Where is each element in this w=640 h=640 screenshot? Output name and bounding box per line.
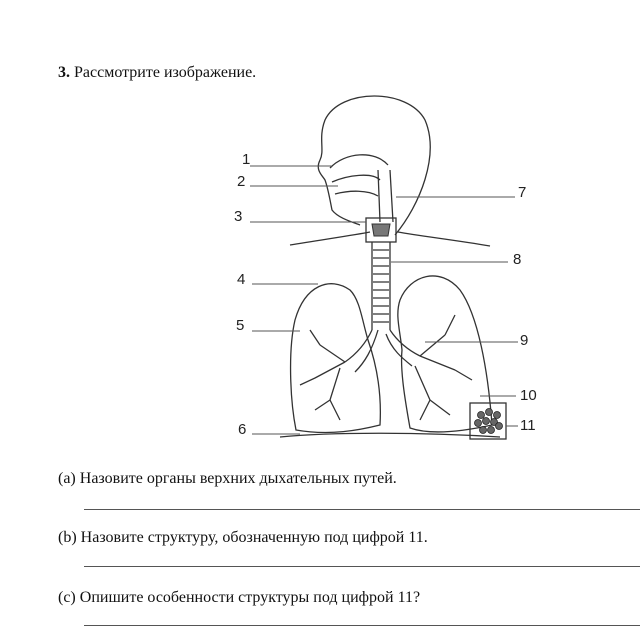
left-bronchioles [300, 330, 345, 420]
question-a: (a) Назовите органы верхних дыхательных путей. [58, 470, 397, 487]
task-text: Рассмотрите изображение. [74, 64, 257, 81]
task-number: 3. [58, 64, 70, 81]
diagram-label-7: 7 [518, 184, 527, 201]
trachea [372, 242, 390, 330]
answer-line-c[interactable] [84, 625, 640, 626]
diagram-label-4: 4 [237, 271, 246, 288]
larynx [372, 224, 390, 236]
head-outline [318, 96, 430, 235]
diagram-label-6: 6 [238, 421, 247, 438]
answer-line-b[interactable] [84, 566, 640, 567]
answer-line-a[interactable] [84, 509, 640, 510]
right-bronchioles [415, 315, 472, 420]
diagram-label-5: 5 [236, 317, 245, 334]
diagram-label-8: 8 [513, 251, 522, 268]
left-bronchus [345, 330, 378, 372]
diagram-label-2: 2 [237, 173, 246, 190]
diagram-label-9: 9 [520, 332, 529, 349]
trachea-rings [373, 250, 389, 322]
question-c: (c) Опишите особенности структуры под цифрой 11? [58, 589, 421, 606]
diagram-label-1: 1 [242, 151, 251, 168]
pharynx [378, 170, 393, 222]
diagram-label-11: 11 [520, 417, 536, 434]
right-bronchus [386, 330, 420, 366]
question-b: (b) Назовите структуру, обозначенную под цифрой 11. [58, 529, 428, 546]
diaphragm [280, 433, 500, 437]
right-lung [398, 276, 492, 432]
alveoli-cluster [475, 409, 503, 434]
diagram-label-10: 10 [520, 387, 537, 404]
diagram-label-3: 3 [234, 208, 243, 225]
